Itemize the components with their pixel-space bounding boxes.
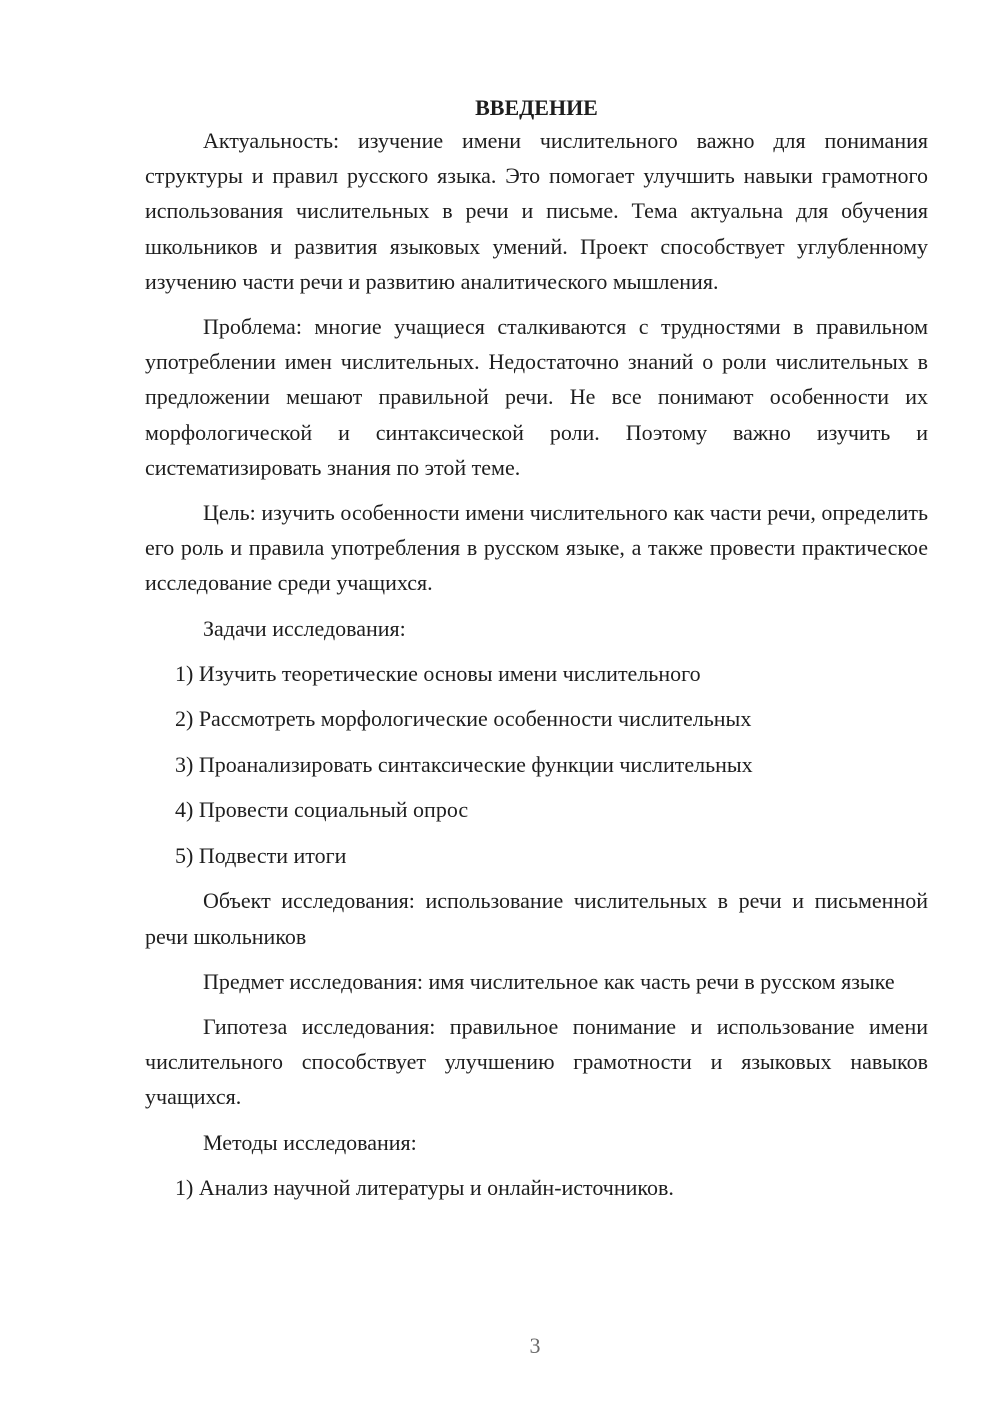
task-item-3: 3) Проанализировать синтаксические функции числительных <box>175 751 753 777</box>
paragraph-object: Объект исследования: использование числительных в речи и письменной речи школьников <box>145 888 928 949</box>
paragraph-subject: Предмет исследования: имя числительное как часть речи в русском языке <box>203 968 895 994</box>
paragraph-relevance: Актуальность: изучение имени числительного важно для понимания структуры и правил русского языка. Это помогает улучшить навыки грамотного использования числительных в речи и письме. Тема актуальна для обучения школьников и развития языковых умений. Проект способствует углубленному изучению части речи и развитию аналитического мышления. <box>145 128 928 294</box>
paragraph-problem: Проблема: многие учащиеся сталкиваются с трудностями в правильном употреблении имен числительных. Недостаточно знаний о роли числительных в предложении мешают правильной речи. Не все понимают особенности их морфологической и синтаксической роли. Поэтому важно изучить и систематизировать знания по этой теме. <box>145 314 928 480</box>
section-title: ВВЕДЕНИЕ <box>475 95 598 120</box>
paragraph-goal: Цель: изучить особенности имени числительного как части речи, определить его роль и правила употребления в русском языке, а также провести практическое исследование среди учащихся. <box>145 500 928 596</box>
page-number: 3 <box>529 1333 541 1358</box>
document-page <box>145 90 928 1215</box>
method-item-1: 1) Анализ научной литературы и онлайн-источников. <box>175 1174 674 1200</box>
task-item-2: 2) Рассмотреть морфологические особенности числительных <box>175 706 752 732</box>
task-item-4: 4) Провести социальный опрос <box>175 797 469 823</box>
task-item-1: 1) Изучить теоретические основы имени числительного <box>175 660 701 686</box>
task-item-5: 5) Подвести итоги <box>175 842 347 868</box>
methods-heading: Методы исследования: <box>203 1129 417 1155</box>
tasks-heading: Задачи исследования: <box>203 615 406 641</box>
paragraph-hypothesis: Гипотеза исследования: правильное понимание и использование имени числительного способствует улучшению грамотности и языковых навыков учащихся. <box>145 1013 928 1110</box>
